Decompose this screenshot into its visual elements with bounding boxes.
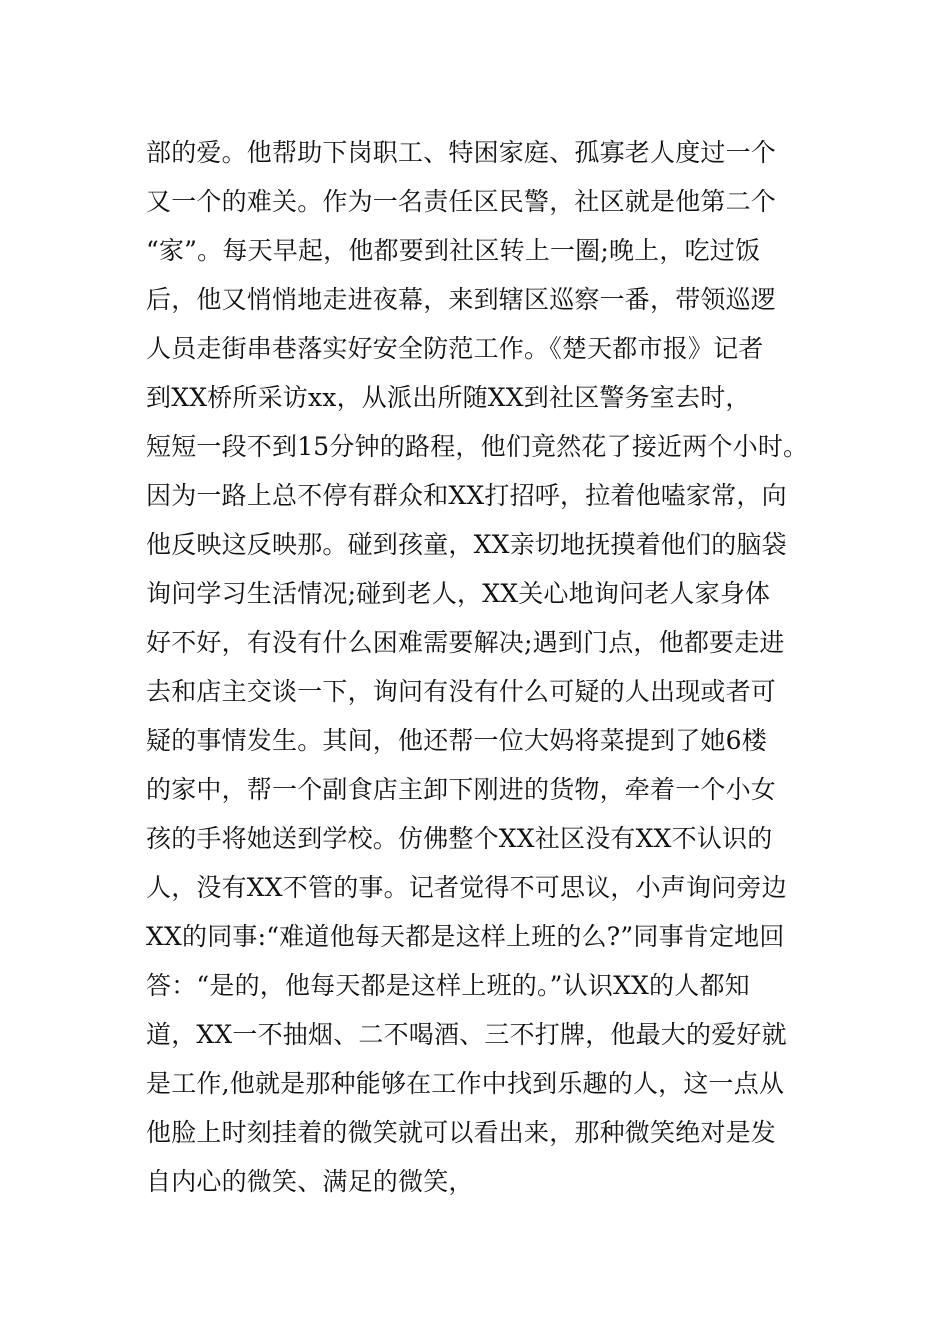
text-line-15: 孩的手将她送到学校。仿佛整个XX社区没有XX不认识的 <box>146 824 773 853</box>
text-line-4: 后，他又悄悄地走进夜幕，来到辖区巡察一番，带领巡逻 <box>146 285 777 314</box>
text-line-7: 短短一段不到15分钟的路程，他们竟然花了接近两个小时。 <box>146 432 809 461</box>
text-line-21: 他脸上时刻挂着的微笑就可以看出来，那种微笑绝对是发 <box>146 1118 777 1147</box>
text-line-2: 又一个的难关。作为一名责任区民警，社区就是他第二个 <box>146 187 777 216</box>
text-line-19: 道，XX一不抽烟、二不喝酒、三不打牌，他最大的爱好就 <box>146 1020 787 1049</box>
text-line-20: 是工作,他就是那种能够在工作中找到乐趣的人，这一点从 <box>146 1069 785 1098</box>
text-line-3: “家”。每天早起，他都要到社区转上一圈;晚上，吃过饭 <box>146 236 761 265</box>
text-line-5: 人员走街串巷落实好安全防范工作。《楚天都市报》记者 <box>146 334 764 363</box>
text-line-22: 自内心的微笑、满足的微笑， <box>146 1167 474 1196</box>
text-line-1: 部的爱。他帮助下岗职工、特困家庭、孤寡老人度过一个 <box>146 138 777 167</box>
text-line-13: 疑的事情发生。其间，他还帮一位大妈将菜提到了她6楼 <box>146 726 767 755</box>
text-line-17: XX的同事:“难道他每天都是这样上班的么?”同事肯定地回 <box>146 922 785 951</box>
text-line-8: 因为一路上总不停有群众和XX打招呼，拉着他嗑家常，向 <box>146 481 787 510</box>
body-paragraph <box>146 128 826 1206</box>
text-line-12: 去和店主交谈一下，询问有没有什么可疑的人出现或者可 <box>146 677 777 706</box>
text-line-14: 的家中，帮一个副食店主卸下刚进的货物，牵着一个小女 <box>146 775 777 804</box>
text-line-6: 到XX桥所采访xx，从派出所随XX到社区警务室去时， <box>146 383 751 412</box>
text-line-10: 询问学习生活情况;碰到老人，XX关心地询问老人家身体 <box>146 579 771 608</box>
text-line-16: 人，没有XX不管的事。记者觉得不可思议，小声询问旁边 <box>146 873 787 902</box>
text-line-9: 他反映这反映那。碰到孩童，XX亲切地抚摸着他们的脑袋 <box>146 530 787 559</box>
text-line-18: 答：“是的，他每天都是这样上班的。”认识XX的人都知 <box>146 971 750 1000</box>
text-line-11: 好不好，有没有什么困难需要解决;遇到门点，他都要走进 <box>146 628 785 657</box>
